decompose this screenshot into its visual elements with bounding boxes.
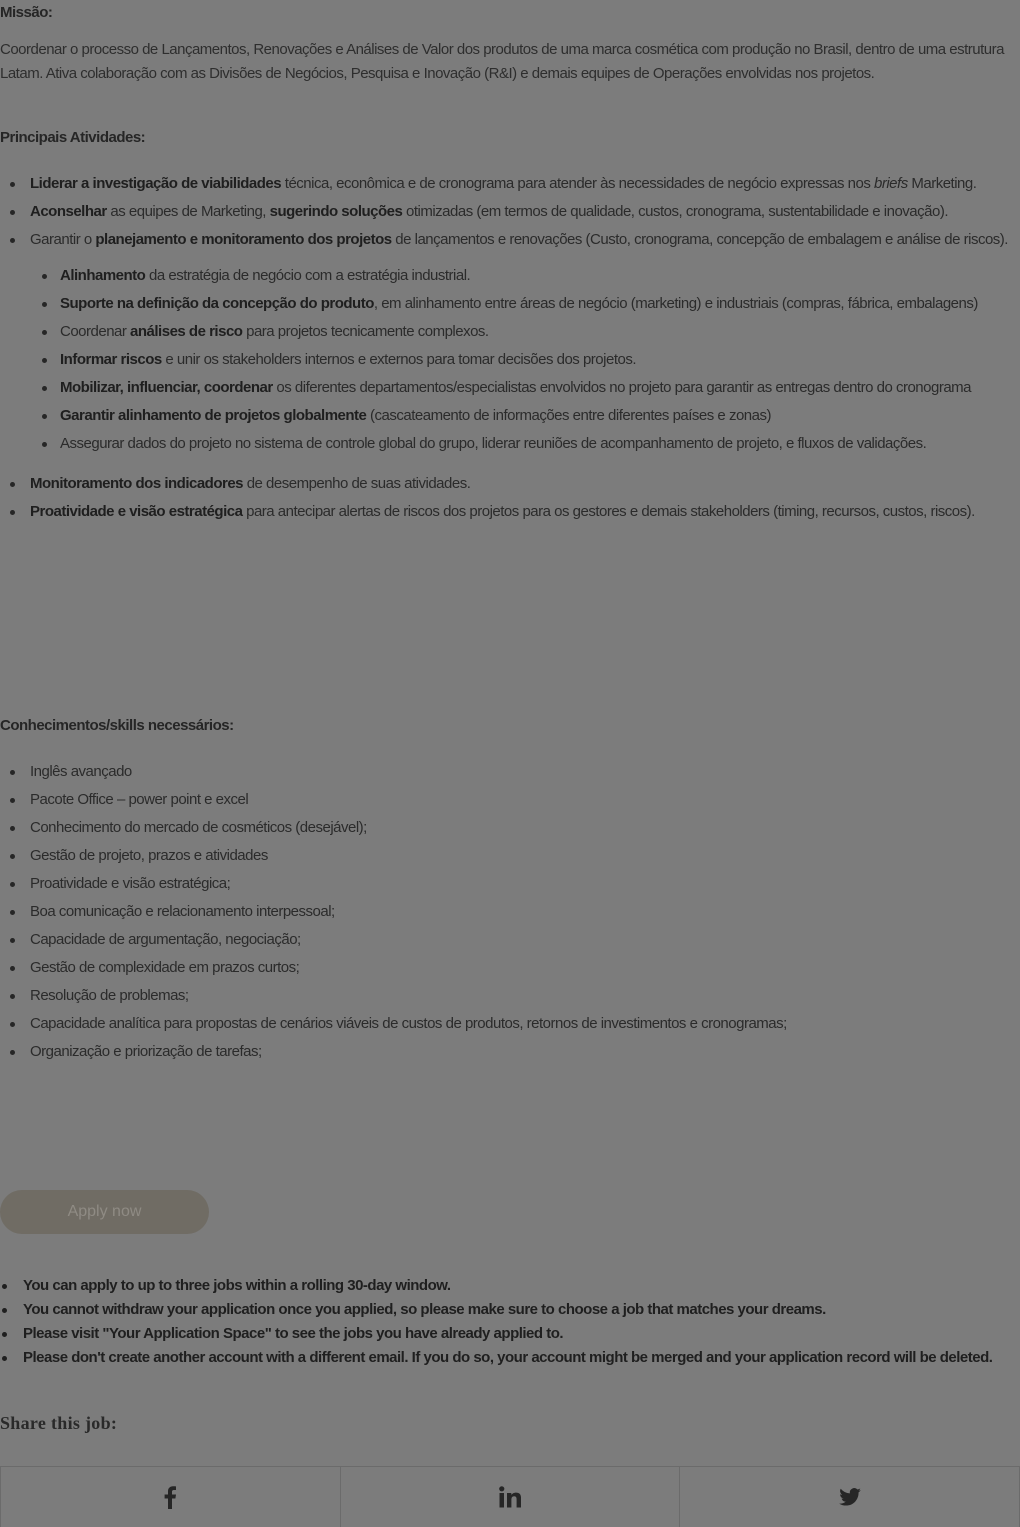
item-text: os diferentes departamentos/especialistas envolvidos no projeto para garantir as entregas dentro do cronograma [272,379,971,396]
item-strong: Monitoramento dos indicadores [30,475,244,492]
facebook-icon [163,1485,177,1509]
skill-item: Boa comunicação e relacionamento interpessoal; [0,900,1010,924]
atividades-sublist [0,264,1010,456]
note-item: You cannot withdraw your application once you applied, so please make sure to choose a job that matches your dreams. [0,1298,1015,1322]
item-italic: briefs [874,175,908,192]
item-text: e unir os stakeholders internos e externos para tomar decisões dos projetos. [161,351,636,368]
missao-heading: Missão: [0,4,53,21]
item-strong: Alinhamento [60,267,146,284]
twitter-icon [839,1488,861,1506]
list-item [0,228,1010,456]
note-item: Please visit "Your Application Space" to see the jobs you have already applied to. [0,1322,1015,1346]
skill-item: Conhecimento do mercado de cosméticos (desejável); [0,816,1010,840]
item-strong: Garantir alinhamento de projetos globalmente [60,407,367,424]
share-title: Share this job: [0,1413,118,1433]
item-text: Marketing. [907,175,977,192]
sub-list-item [0,376,1010,400]
atividades-list [0,172,1010,524]
skill-item: Gestão de complexidade em prazos curtos; [0,956,1010,980]
item-text: , em alinhamento entre áreas de negócio (marketing) e industriais (compras, fábrica, embalagens) [373,295,978,312]
application-notes [0,1274,1015,1370]
atividades-section [0,129,1010,524]
skills-heading: Conhecimentos/skills necessários: [0,717,234,734]
sub-list-item [0,348,1010,372]
item-text: Garantir o [30,231,96,248]
sub-list-item [0,320,1010,344]
list-item [0,472,1010,496]
sub-list-item [0,292,1010,316]
item-text: para antecipar alertas de riscos dos projetos para os gestores e demais stakeholders (timing, recursos, custos, riscos). [242,503,975,520]
item-strong: Proatividade e visão estratégica [30,503,243,520]
skill-item: Organização e priorização de tarefas; [0,1040,1010,1064]
item-text: de lançamentos e renovações (Custo, cronograma, concepção de embalagem e análise de riscos). [391,231,1008,248]
note-item: You can apply to up to three jobs within a rolling 30-day window. [0,1274,1015,1298]
share-linkedin-button[interactable] [340,1467,680,1527]
item-text: para projetos tecnicamente complexos. [242,323,489,340]
item-text: as equipes de Marketing, [106,203,270,220]
skill-item: Pacote Office – power point e excel [0,788,1010,812]
item-text: técnica, econômica e de cronograma para atender às necessidades de negócio expressas nos [281,175,875,192]
sub-list-item [0,264,1010,288]
linkedin-icon [499,1486,521,1508]
item-strong: Suporte na definição da concepção do produto [60,295,374,312]
skill-item: Capacidade analítica para propostas de cenários viáveis de custos de produtos, retornos de investimentos e cronogramas; [0,1012,1010,1036]
skill-item: Inglês avançado [0,760,1010,784]
note-item: Please don't create another account with a different email. If you do so, your account might be merged and your application record will be deleted. [0,1346,1015,1370]
item-strong: análises de risco [130,323,243,340]
skill-item: Resolução de problemas; [0,984,1010,1008]
item-text: de desempenho de suas atividades. [243,475,471,492]
item-strong: planejamento e monitoramento dos projetos [95,231,392,248]
item-strong: Liderar a investigação de viabilidades [30,175,282,192]
item-strong: Mobilizar, influenciar, coordenar [60,379,273,396]
missao-text: Coordenar o processo de Lançamentos, Renovações e Análises de Valor dos produtos de uma marca cosmética com produção no Brasil, dentro de uma estrutura Latam. Ativa colaboração com as Divisões de Negócios, Pesquisa e Inovação (R&I) e demais equipes de Operações envolvidas nos projetos. [0,41,1004,82]
item-text: otimizadas (em termos de qualidade, custos, cronograma, sustentabilidade e inovação). [402,203,948,220]
apply-now-button[interactable]: Apply now [0,1190,209,1234]
sub-list-item [0,404,1010,428]
missao-section [0,4,1020,86]
item-text: Coordenar [60,323,131,340]
item-strong: Aconselhar [30,203,107,220]
skills-section [0,717,1010,1064]
atividades-heading: Principais Atividades: [0,129,146,146]
item-strong: Informar riscos [60,351,162,368]
skills-list [0,760,1010,1064]
item-strong: sugerindo soluções [269,203,403,220]
list-item [0,200,1010,224]
share-facebook-button[interactable] [0,1467,340,1527]
item-text: da estratégia de negócio com a estratégia industrial. [145,267,471,284]
share-bar [0,1466,1020,1527]
skill-item: Proatividade e visão estratégica; [0,872,1010,896]
item-text: (cascateamento de informações entre diferentes países e zonas) [366,407,771,424]
skill-item: Gestão de projeto, prazos e atividades [0,844,1010,868]
sub-list-item [0,432,1010,456]
skill-item: Capacidade de argumentação, negociação; [0,928,1010,952]
list-item [0,500,1010,524]
item-text: Assegurar dados do projeto no sistema de controle global do grupo, liderar reuniões de acompanhamento de projeto, e fluxos de validações. [60,435,927,452]
share-twitter-button[interactable] [679,1467,1020,1527]
list-item [0,172,1010,196]
